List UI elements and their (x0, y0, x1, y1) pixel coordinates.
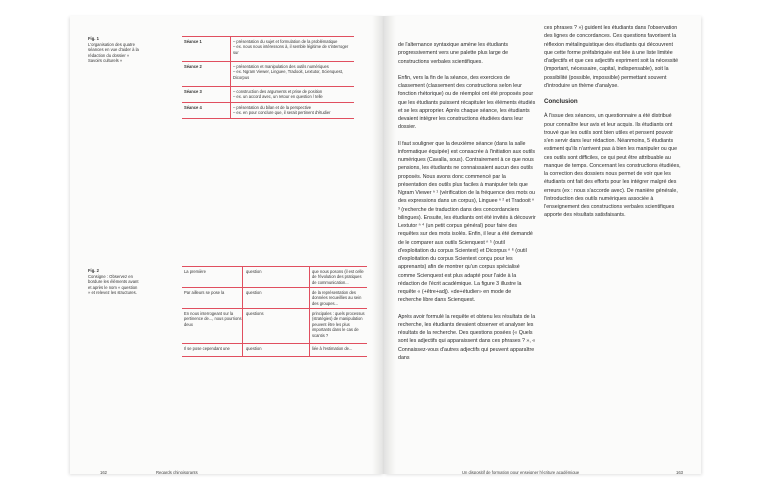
right-column-2 (544, 24, 682, 228)
seance-label: Séance 4 (184, 105, 202, 110)
column-divider (242, 344, 243, 356)
context-before: La première (184, 269, 206, 274)
paragraph: de l'alternance syntaxique amène les étudiants progressivement vers une palette plus large de constructions verbales scientifiques. (398, 42, 509, 65)
paragraph: Il faut souligner que la deuxième séance (dans la salle informatique équipée) est consacrée à l'initiation aux outils numériques (Cavalla, sous). Contrairement à ce que nous pensions, les étudiants ne connaissaient aucun des outils proposés. Nous avons donc commencé par la présentation des outils plus faciles à manipuler tels que Ngram Viewer ⁿ ¹ (vérification de la fréquence des mots ou des expressions dans un corpus), Linguee ⁿ ² et Tradooit ⁿ ³ (recherche de traduction dans des concordanciers bilingues). Ensuite, les étudiants ont été invités à découvrir Lextutor ⁿ ⁴ (un petit corpus général) pour faire des requêtes sur des mots isolés. Enfin, il leur a été demandé de le comparer aux outils Scienquest ⁿ ⁵ (outil d'exploitation du corpus Scientext) et Dicorpus ⁿ ⁶ (outil d'exploitation du corpus Scientext conçu pour les apprenants) afin de montrer qu'un corpus spécialisé comme Scienquest est plus adapté pour l'aide à la rédaction de l'écrit académique. La figure 3 illustre la requête « (+être+adj). «de+étudier» en mode de recherche libre dans Scienquest. (398, 140, 536, 304)
context-after: liée à l'estimation de... (312, 346, 353, 351)
keyword-question: question (246, 290, 262, 295)
keyword-question: question (246, 346, 262, 351)
column-divider (242, 267, 243, 287)
context-after: principales : quels processus (stratégies) de manipulation peuvent être les plus importants dans le cas de scantis ? (312, 311, 365, 338)
column-divider (309, 309, 310, 343)
seance-row (182, 37, 354, 62)
left-running-title: Regards chinoisgrants (156, 470, 198, 474)
paragraph: À l'issue des séances, un questionnaire a été distribué pour connaître leur avis et leur acquis. Ils étudiants ont trouvé que les outils sont bien utiles et pensent pouvoir s'en servir dans leur rédaction. Néanmoins, 5 étudiants estiment qu'ils n'arrivent pas à bien les manipuler ou que ces outils sont difficiles, ce qui peut être attribuable au manque de temps. Concernant les constructions étudiées, la correction des dossiers nous permet de voir que les étudiants ont fait des efforts pour les intégrer malgré des erreurs (ex : nous s'accorde avec). De manière générale, l'introduction des outils numériques associée à l'enseignement des constructions verbales scientifiques apporte des résultats satisfaisants. (544, 113, 681, 219)
question-row (182, 288, 367, 309)
seance-label: Séance 1 (184, 39, 202, 44)
column-divider (242, 288, 243, 308)
column-divider (309, 344, 310, 356)
seance-row (182, 62, 354, 87)
book-gutter (372, 16, 396, 474)
context-before: Par ailleurs se pose la (184, 290, 225, 295)
column-divider (242, 309, 243, 343)
question-row (182, 267, 367, 288)
fig2-text: Consigne : Observez en bordure les éléments avant et après le nom « question » et relevez les structures. (88, 273, 139, 296)
fig1-text: L'organisation des quatre séances en vue d'aider à la rédaction du dossier « Savoirs culturels » (88, 41, 139, 64)
seance-content: – construction des arguments et prise de position – ex. un accord avec, un retour en question / telle (233, 89, 323, 100)
conclusion-heading: Conclusion (544, 98, 578, 105)
seance-row (182, 87, 354, 103)
context-after: de la représentation des données recueillies au sein des groupes... (312, 290, 362, 306)
column-divider (309, 288, 310, 308)
seance-label: Séance 3 (184, 89, 202, 94)
question-row (182, 309, 367, 344)
context-before: Il se pose cependant une (184, 346, 230, 351)
right-column-1 (398, 41, 536, 370)
keyword-question: question (246, 269, 262, 274)
left-page-number: 162 (100, 470, 107, 474)
column-divider (230, 103, 231, 118)
paragraph: Après avoir formulé la requête et obtenu les résultats de la recherche, les étudiants devaient observer et analyser les résultats de la recherche. Des questions posées (« Quels sont les adjectifs qui apparaissent dans ces phrases ? », « Connaissez-vous d'autres adjectifs qui peuvent apparaître dans (398, 313, 536, 361)
keyword-question: questions (246, 311, 264, 316)
fig1-caption (88, 36, 140, 64)
column-divider (230, 62, 231, 86)
column-divider (309, 267, 310, 287)
seance-content: – présentation du bilan et de la perspective – ex. en pour conclure que, il serait pertinent d'étudier (233, 105, 331, 116)
table-question (182, 266, 367, 357)
right-page (384, 16, 701, 474)
right-page-number: 163 (676, 470, 683, 474)
seance-row (182, 103, 354, 119)
right-running-title: Un dispositif de formation pour enseigner l'écriture académique (462, 470, 580, 474)
paragraph: Enfin, vers la fin de la séance, des exercices de classement (classement des constructions selon leur fonction rhétorique) ou de réemploi ont été proposés pour que les étudiants puissent récapituler les éléments étudiés et se les approprier. Après chaque séance, les étudiants devaient intégrer les constructions étudiées dans leur dossier. (398, 74, 536, 131)
fig2-caption (88, 268, 140, 296)
table-seances (182, 36, 354, 119)
seance-content: – présentation du sujet et formulation de la problématique – ex. nous nous intéressons à, il semble légitime de s'interroger sur (233, 39, 349, 55)
left-page (70, 16, 384, 474)
fig2-label: Fig. 2 (88, 268, 99, 273)
column-divider (230, 87, 231, 102)
seance-content: – présentation et manipulation des outils numériques – ex. Ngram Viewer, Linguee, Tradooit, Lextutor, Scienquest, Dicorpus (233, 64, 344, 80)
context-before: En nous interrogeant sur la pertinence de..., nous pourrions deux (184, 311, 242, 327)
column-divider (230, 37, 231, 61)
paragraph: ces phrases ? ») guident les étudiants dans l'observation des lignes de concordances. Ces questions favorisent la réflexion métalinguistique des étudiants qui découvrent que cette forme préfabriquée est liée à une liste limitée d'adjectifs et que ces adjectifs expriment soit la nécessité (important, nécessaire, capital, indispensable), soit la possibilité (possible, impossible) permettant souvent d'introduire un thème d'analyse. (544, 25, 679, 89)
fig1-label: Fig. 1 (88, 36, 99, 41)
question-row (182, 344, 367, 357)
context-after: que nous posons (il est celle de l'évolution des pratiques de communication... (312, 269, 364, 285)
seance-label: Séance 2 (184, 64, 202, 69)
